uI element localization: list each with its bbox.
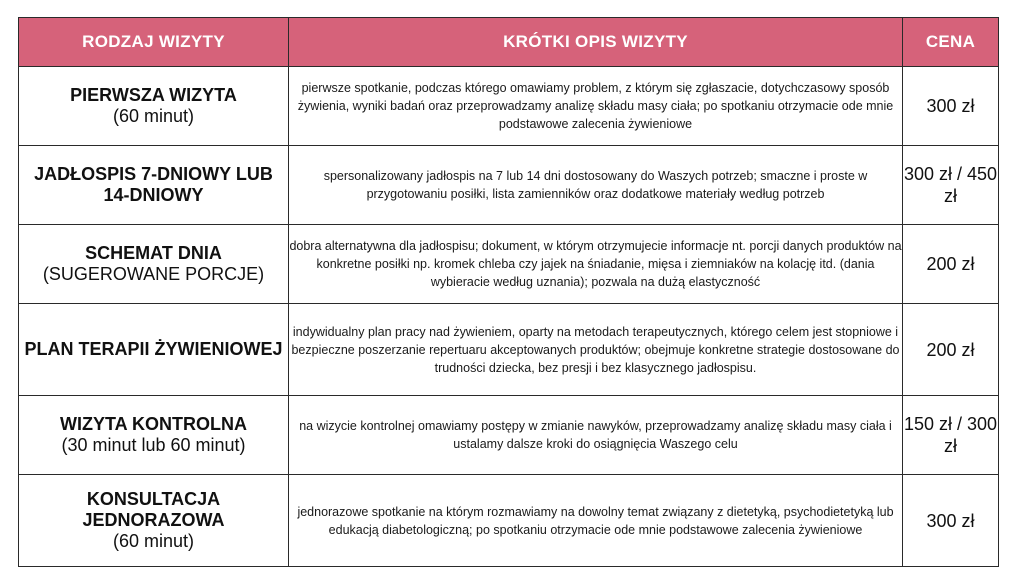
visit-type-title: KONSULTACJA JEDNORAZOWA: [82, 489, 225, 530]
visit-price: 200 zł: [903, 225, 999, 304]
visit-type-title: PIERWSZA WIZYTA: [70, 85, 237, 105]
visit-description: pierwsze spotkanie, podczas którego omawiamy problem, z którym się zgłaszacie, dotychczasowy sposób żywienia, wyniki badań oraz przeprowadzamy analizę składu masy ciała; po spotkaniu otrzymacie ode mnie podstawowe zalecenia żywieniowe: [289, 67, 903, 146]
table-row: [19, 396, 999, 475]
header-description: KRÓTKI OPIS WIZYTY: [289, 18, 903, 67]
visit-price: 150 zł / 300 zł: [903, 396, 999, 475]
table-row: [19, 225, 999, 304]
visit-type-cell: [19, 475, 289, 567]
visit-type-subtitle: (60 minut): [112, 531, 195, 551]
visit-type-subtitle: (30 minut lub 60 minut): [61, 435, 246, 455]
table-header-row: [19, 18, 999, 67]
visit-type-subtitle: (SUGEROWANE PORCJE): [42, 264, 265, 284]
visit-price: 300 zł / 450 zł: [903, 146, 999, 225]
visit-description: na wizycie kontrolnej omawiamy postępy w zmianie nawyków, przeprowadzamy analizę składu masy ciała i ustalamy dalsze kroki do osiągnięcia Waszego celu: [289, 396, 903, 475]
table-row: [19, 304, 999, 396]
visit-type-cell: [19, 396, 289, 475]
visit-type-cell: [19, 304, 289, 396]
visit-price: 300 zł: [903, 67, 999, 146]
visit-description: indywidualny plan pracy nad żywieniem, oparty na metodach terapeutycznych, którego celem jest stopniowe i bezpieczne poszerzanie repertuaru akceptowanych produktów; obejmuje konkretne strategie dostosowane do trudności dziecka, bez presji i bez klasycznego jadłospisu.: [289, 304, 903, 396]
visit-type-title: WIZYTA KONTROLNA: [60, 414, 247, 434]
header-price: CENA: [903, 18, 999, 67]
table-row: [19, 475, 999, 567]
visit-type-subtitle: (60 minut): [112, 106, 195, 126]
price-table: [18, 17, 999, 567]
visit-price: 300 zł: [903, 475, 999, 567]
table-row: [19, 146, 999, 225]
visit-type-title: PLAN TERAPII ŻYWIENIOWEJ: [24, 339, 283, 359]
visit-type-cell: [19, 146, 289, 225]
visit-description: spersonalizowany jadłospis na 7 lub 14 dni dostosowany do Waszych potrzeb; smaczne i proste w przygotowaniu posiłki, lista zamienników oraz dodatkowe materiały według potrzeb: [289, 146, 903, 225]
visit-type-title: JADŁOSPIS 7-DNIOWY LUB 14-DNIOWY: [34, 164, 273, 205]
visit-type-title: SCHEMAT DNIA: [85, 243, 222, 263]
table-row: [19, 67, 999, 146]
visit-description: dobra alternatywna dla jadłospisu; dokument, w którym otrzymujecie informacje nt. porcji danych produktów na konkretne posiłki np. kromek chleba czy jajek na śniadanie, mięsa i ziemniaków na kolację itd. (dania wybieracie według uznania); pozwala na dużą elastyczność: [289, 225, 903, 304]
visit-price: 200 zł: [903, 304, 999, 396]
visit-description: jednorazowe spotkanie na którym rozmawiamy na dowolny temat związany z dietetyką, psychodietetyką lub edukacją diabetologiczną; po spotkaniu otrzymacie ode mnie podstawowe zalecenia żywieniowe: [289, 475, 903, 567]
visit-type-cell: [19, 225, 289, 304]
header-visit-type: RODZAJ WIZYTY: [19, 18, 289, 67]
visit-type-cell: [19, 67, 289, 146]
